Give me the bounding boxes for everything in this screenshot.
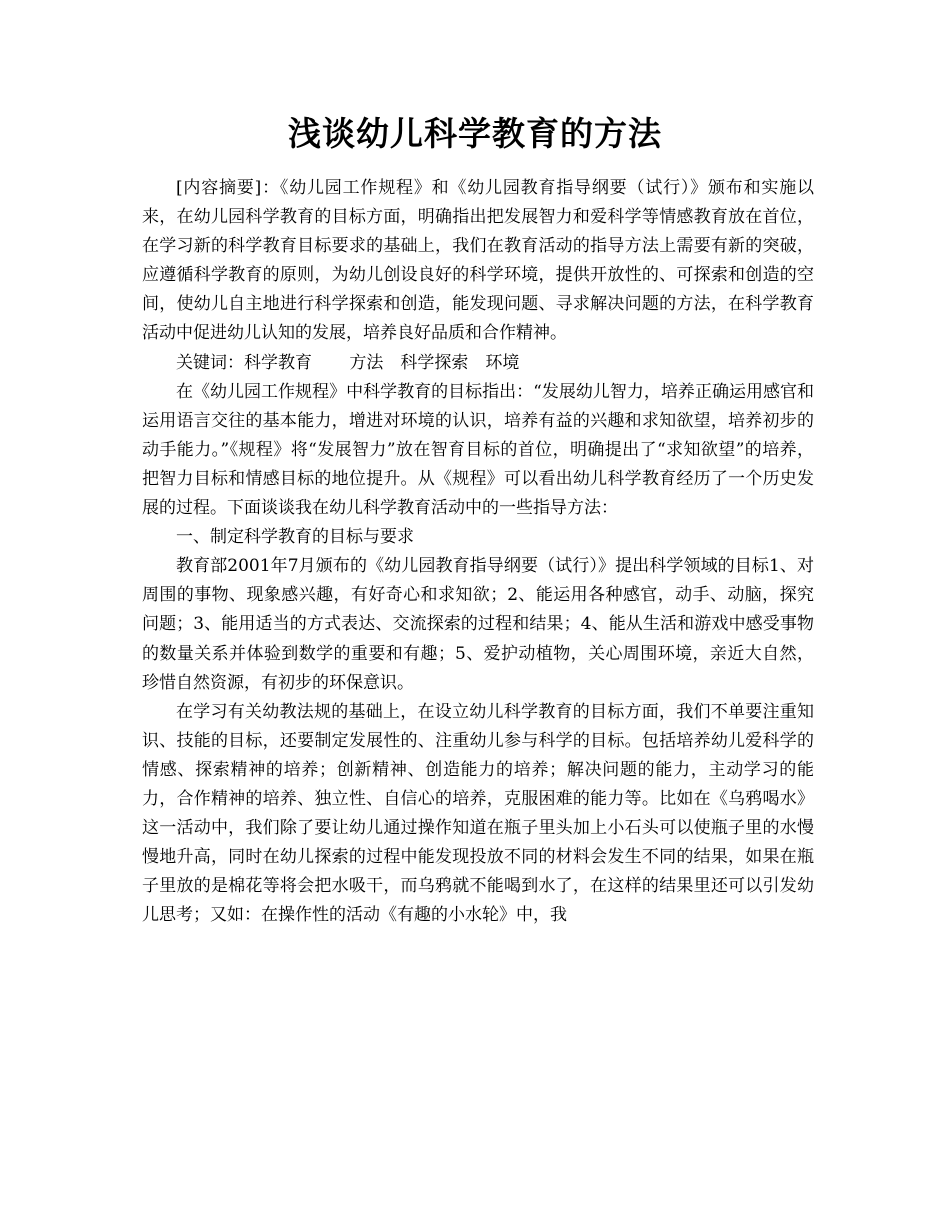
body-paragraph: 教育部2001年7月颁布的《幼儿园教育指导纲要（试行）》提出科学领域的目标1、对周围的事物、现象感兴趣，有好奇心和求知欲；2、能运用各种感官，动手、动脑，探究问题；3、能用适当的方式表达、交流探索的过程和结果；4、能从生活和游戏中感受事物的数量关系并体验到数学的重要和有趣；5、爱护动植物，关心周围环境，亲近大自然，珍惜自然资源，有初步的环保意识。 (142, 556, 814, 693)
body-paragraph: 在学习有关幼教法规的基础上，在设立幼儿科学教育的目标方面，我们不单要注重知识、技能的目标，还要制定发展性的、注重幼儿参与科学的目标。包括培养幼儿爱科学的情感、探索精神的培养；创新精神、创造能力的培养；解决问题的能力，主动学习的能力，合作精神的培养、独立性、自信心的培养，克服困难的能力等。比如在《乌鸦喝水》这一活动中，我们除了要让幼儿通过操作知道在瓶子里头加上小石头可以使瓶子里的水慢慢地升高，同时在幼儿探索的过程中能发现投放不同的材料会发生不同的结果，如果在瓶子里放的是棉花等将会把水吸干，而乌鸦就不能喝到水了，在这样的结果里还可以引发幼儿思考；又如：在操作性的活动《有趣的小水轮》中，我 (142, 701, 814, 926)
document-title: 浅谈幼儿科学教育的方法 (288, 114, 662, 153)
keywords-label: 关键词： (176, 352, 244, 373)
keyword-item: 科学教育 (244, 352, 312, 373)
keyword-item: 科学探索 (400, 352, 469, 373)
keyword-item: 环境 (485, 352, 520, 373)
keywords-line (142, 349, 814, 378)
body-paragraph: 在《幼儿园工作规程》中科学教育的目标指出：“发展幼儿智力，培养正确运用感官和运用语言交往的基本能力，增进对环境的认识，培养有益的兴趣和求知欲望，培养初步的动手能力。”《规程》将“发展智力”放在智育目标的首位，明确提出了“求知欲望”的培养，把智力目标和情感目标的地位提升。从《规程》可以看出幼儿科学教育经历了一个历史发展的过程。下面谈谈我在幼儿科学教育活动中的一些指导方法： (142, 381, 814, 519)
section-heading: 一、制定科学教育的目标与要求 (176, 527, 414, 548)
abstract-paragraph: [内容摘要]：《幼儿园工作规程》和《幼儿园教育指导纲要（试行）》颁布和实施以来，在幼儿园科学教育的目标方面，明确指出把发展智力和爱科学等情感教育放在首位，在学习新的科学教育目标要求的基础上，我们在教育活动的指导方法上需要有新的突破，应遵循科学教育的原则，为幼儿创设良好的科学环境，提供开放性的、可探索和创造的空间，使幼儿自主地进行科学探索和创造，能发现问题、寻求解决问题的方法，在科学教育活动中促进幼儿认知的发展，培养良好品质和合作精神。 (142, 178, 814, 344)
keyword-item: 方法 (349, 352, 384, 373)
document-body (142, 174, 814, 930)
